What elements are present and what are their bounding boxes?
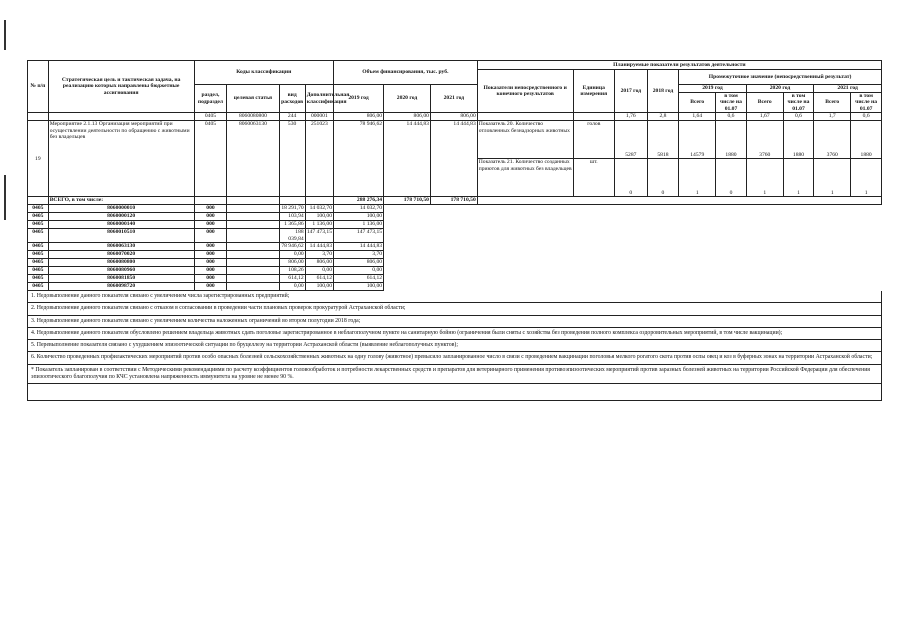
col-i2021-header: 2021 год <box>814 85 882 93</box>
cell: 0405 <box>194 113 227 121</box>
empty-note-line <box>27 384 882 401</box>
cell: 0405 <box>28 283 49 291</box>
cell <box>227 229 279 243</box>
col-extra-header: Дополнительная классификация <box>305 85 333 113</box>
cell: 14 444,83 <box>305 243 333 251</box>
cell: 000 <box>194 213 227 221</box>
table-row <box>28 213 882 221</box>
indicator-name: Показатель 20. Количество отловленных безнадзорных животных <box>477 121 573 159</box>
col-article-header: целевая статья <box>227 85 279 113</box>
cell: 1 <box>679 159 716 197</box>
cell: 1 136,00 <box>305 221 333 229</box>
cell: 8060070020 <box>48 251 194 259</box>
cell: 1 365,86 <box>279 221 305 229</box>
cell <box>227 267 279 275</box>
cell: 0,6 <box>851 113 882 121</box>
table-row <box>28 221 882 229</box>
cell: 288 276,34 <box>334 197 384 205</box>
cell: 806,00 <box>334 113 384 121</box>
cell: 0405 <box>28 213 49 221</box>
cell: 000 <box>194 221 227 229</box>
cell: 0,00 <box>305 267 333 275</box>
cell: 108,26 <box>279 267 305 275</box>
cell <box>227 221 279 229</box>
cell: 1 136,00 <box>334 221 384 229</box>
col-unit-header: Единица измерения <box>573 70 614 113</box>
table-row <box>28 229 882 243</box>
cell: 1 <box>814 159 851 197</box>
cell: 0,00 <box>279 251 305 259</box>
cell: 8060010510 <box>48 229 194 243</box>
cell: 0405 <box>28 267 49 275</box>
col-planned-header: Планируемые показатели результатов деятельности <box>477 61 881 70</box>
cell: шт. <box>573 159 614 197</box>
col-funding-header: Объем финансирования, тыс. руб. <box>334 61 478 85</box>
col-strategic-header: Стратегическая цель и тактическая задача, на реализацию которых направлены бюджетные ассигнования <box>48 61 194 113</box>
cell: 100,00 <box>305 283 333 291</box>
cell: 0405 <box>28 275 49 283</box>
cell: 14 032,70 <box>334 205 384 213</box>
cell: 000 <box>194 243 227 251</box>
cell: 178 710,50 <box>430 197 477 205</box>
cell: 1,7 <box>814 113 851 121</box>
cell: 0,6 <box>716 113 746 121</box>
col-total-2021: Всего <box>814 93 851 113</box>
scan-mark <box>4 20 6 50</box>
col-i2019-header: 2019 год <box>679 85 747 93</box>
cell: 2,8 <box>647 113 679 121</box>
table-row <box>28 121 882 159</box>
cell: 18 291,70 <box>279 205 305 213</box>
cell: 14579 <box>679 121 716 159</box>
table-row <box>28 243 882 251</box>
col-i2020-header: 2020 год <box>746 85 814 93</box>
note-line: 1. Недовыполнение данного показателя связано с увеличением числа зарегистрированных предприятий; <box>27 291 882 303</box>
cell: 000 <box>194 259 227 267</box>
cell: 1,67 <box>746 113 783 121</box>
cell: 614,12 <box>279 275 305 283</box>
cell: 8060063130 <box>227 121 279 197</box>
cell: 103,94 <box>279 213 305 221</box>
cell: 78 946,62 <box>334 121 384 197</box>
cell: 3760 <box>746 121 783 159</box>
col-f2019-header: 2019 год <box>334 85 384 113</box>
cell: 147 473,15 <box>334 229 384 243</box>
cell: 244 <box>279 113 305 121</box>
document-page <box>27 60 882 401</box>
note-line: 6. Количество проведенных профилактических мероприятий против особо опасных болезней сельскохозяйственных животных на одну голову (животное) превысило запланированное число в связи с проведением вакцинации поголовья мелкого рогатого скота против оспы овец и коз в буферных зонах на территории Астраханской области; <box>27 352 882 364</box>
cell: 806,00 <box>305 259 333 267</box>
col-codes-header: Коды классификации <box>194 61 333 85</box>
cell: 000 <box>194 205 227 213</box>
cell: 530 <box>279 121 305 197</box>
cell: 1 <box>783 159 813 197</box>
cell: 000 <box>194 251 227 259</box>
col-2018-header: 2018 год <box>647 70 679 113</box>
cell: 8060000010 <box>48 205 194 213</box>
cell: 0 <box>716 159 746 197</box>
cell: 806,00 <box>384 113 431 121</box>
cell: 178 710,50 <box>384 197 431 205</box>
total-row <box>28 197 882 205</box>
measure-name: Мероприятие 2.1.13 Организация мероприятий при осуществлении деятельности по обращению с животными без владельцев <box>48 121 194 197</box>
col-total-2020: Всего <box>746 93 783 113</box>
col-total-2019: Всего <box>679 93 716 113</box>
total-label: ВСЕГО, в том числе: <box>48 197 194 205</box>
cell: 14 444,83 <box>384 121 431 197</box>
cell: 000 <box>194 229 227 243</box>
cell: 14 444,83 <box>334 243 384 251</box>
cell: 0405 <box>28 229 49 243</box>
cell: 806,00 <box>334 259 384 267</box>
col-incl-2019: в том числе на 01.07 <box>716 93 746 113</box>
cell: 100,00 <box>305 213 333 221</box>
cell: 0 <box>614 159 647 197</box>
cell: 188 039,84 <box>279 229 305 243</box>
col-incl-2020: в том числе на 01.07 <box>783 93 813 113</box>
cell: 1 <box>851 159 882 197</box>
cell: 614,12 <box>334 275 384 283</box>
scan-mark <box>4 175 6 220</box>
table-row <box>28 205 882 213</box>
table-row <box>28 283 882 291</box>
cell: 806,00 <box>430 113 477 121</box>
cell: 1,76 <box>614 113 647 121</box>
cell: 14 444,83 <box>430 121 477 197</box>
cell: 251023 <box>305 121 333 197</box>
col-num-header: № п/п <box>28 61 49 113</box>
table-row <box>28 251 882 259</box>
table-row <box>28 113 882 121</box>
cell: 1880 <box>851 121 882 159</box>
results-table <box>27 60 882 291</box>
cell: 614,12 <box>305 275 333 283</box>
cell: 3,70 <box>334 251 384 259</box>
cell <box>227 275 279 283</box>
note-line: * Показатель запланирован в соответствии с Методическими рекомендациями по расчету коэффициентов головообработок и потребности лекарственных средств и препаратов для ветеринарного применения противоэпизоотических мероприятий против заразных болезней животных на территории Российской Федерации для обеспечения эпизоотического благополучия по КЧС установлена напряженность иммунитета на уровне не менее 90 %. <box>27 365 882 384</box>
cell: 8060063130 <box>48 243 194 251</box>
col-section-header: раздел, подраздел <box>194 85 227 113</box>
cell: 000 <box>194 283 227 291</box>
cell: 5287 <box>614 121 647 159</box>
cell: 1 <box>746 159 783 197</box>
cell: 000 <box>194 267 227 275</box>
cell: 806,00 <box>279 259 305 267</box>
cell: 0 <box>647 159 679 197</box>
cell: 3,70 <box>305 251 333 259</box>
cell: 0,6 <box>783 113 813 121</box>
cell: 0,00 <box>334 267 384 275</box>
cell: голов <box>573 121 614 159</box>
cell: 0405 <box>28 243 49 251</box>
cell: 147 473,15 <box>305 229 333 243</box>
cell: 0,00 <box>279 283 305 291</box>
col-incl-2021: в том числе на 01.07 <box>851 93 882 113</box>
cell: 100,00 <box>334 213 384 221</box>
cell <box>227 213 279 221</box>
cell: 78 946,62 <box>279 243 305 251</box>
col-indicator-header: Показатели непосредственного и конечного результатов <box>477 70 573 113</box>
indicator-name: Показатель 21. Количество созданных приютов для животных без владельцев <box>477 159 573 197</box>
cell: 0405 <box>28 259 49 267</box>
col-intermediate-header: Промежуточное значение (непосредственный результат) <box>679 70 882 85</box>
cell: 0405 <box>194 121 227 197</box>
note-line: 4. Недовыполнение данного показателя обусловлено решением владельца животных сдать поголовье зарегистрированное в неблагополучном пункте на санитарную бойню (ограничения были сняты с хозяйства без проведения полного комплекса оздоровительных мероприятий, в том числе вакцинации); <box>27 328 882 340</box>
cell: 5818 <box>647 121 679 159</box>
cell <box>227 251 279 259</box>
cell: 0405 <box>28 221 49 229</box>
cell: 8060098720 <box>48 283 194 291</box>
cell: 100,00 <box>334 283 384 291</box>
row-number: 19 <box>28 121 49 197</box>
cell <box>227 243 279 251</box>
cell: 14 032,70 <box>305 205 333 213</box>
cell: 1,64 <box>679 113 716 121</box>
note-line: 5. Перевыполнение показателя связано с ухудшением эпизоотической ситуации по бруцеллезу на территории Астраханской области (выявление неблагополучных пунктов); <box>27 340 882 352</box>
cell: 8060080800 <box>48 259 194 267</box>
cell: 000 <box>194 275 227 283</box>
cell: 8060080960 <box>48 267 194 275</box>
note-line: 3. Недовыполнение данного показателя связано с увеличением количества наложенных ограничений во втором полугодии 2018 года; <box>27 316 882 328</box>
table-row <box>28 267 882 275</box>
col-2017-header: 2017 год <box>614 70 647 113</box>
cell: 3760 <box>814 121 851 159</box>
cell: 1880 <box>716 121 746 159</box>
col-f2020-header: 2020 год <box>384 85 431 113</box>
col-f2021-header: 2021 год <box>430 85 477 113</box>
cell: 0405 <box>28 251 49 259</box>
cell <box>227 205 279 213</box>
cell: 8060000140 <box>48 221 194 229</box>
notes-list <box>27 291 882 384</box>
cell: 1880 <box>783 121 813 159</box>
col-vr-header: вид расходов <box>279 85 305 113</box>
cell: 8060081850 <box>48 275 194 283</box>
cell <box>227 283 279 291</box>
note-line: 2. Недовыполнение данного показателя связано с отказом в согласовании в проведении части плановых проверок прокуратурой Астраханской области; <box>27 303 882 315</box>
cell: 0405 <box>28 205 49 213</box>
cell <box>227 259 279 267</box>
cell: 8060080800 <box>227 113 279 121</box>
table-row <box>28 259 882 267</box>
cell: 000001 <box>305 113 333 121</box>
table-row <box>28 275 882 283</box>
cell: 8060000120 <box>48 213 194 221</box>
